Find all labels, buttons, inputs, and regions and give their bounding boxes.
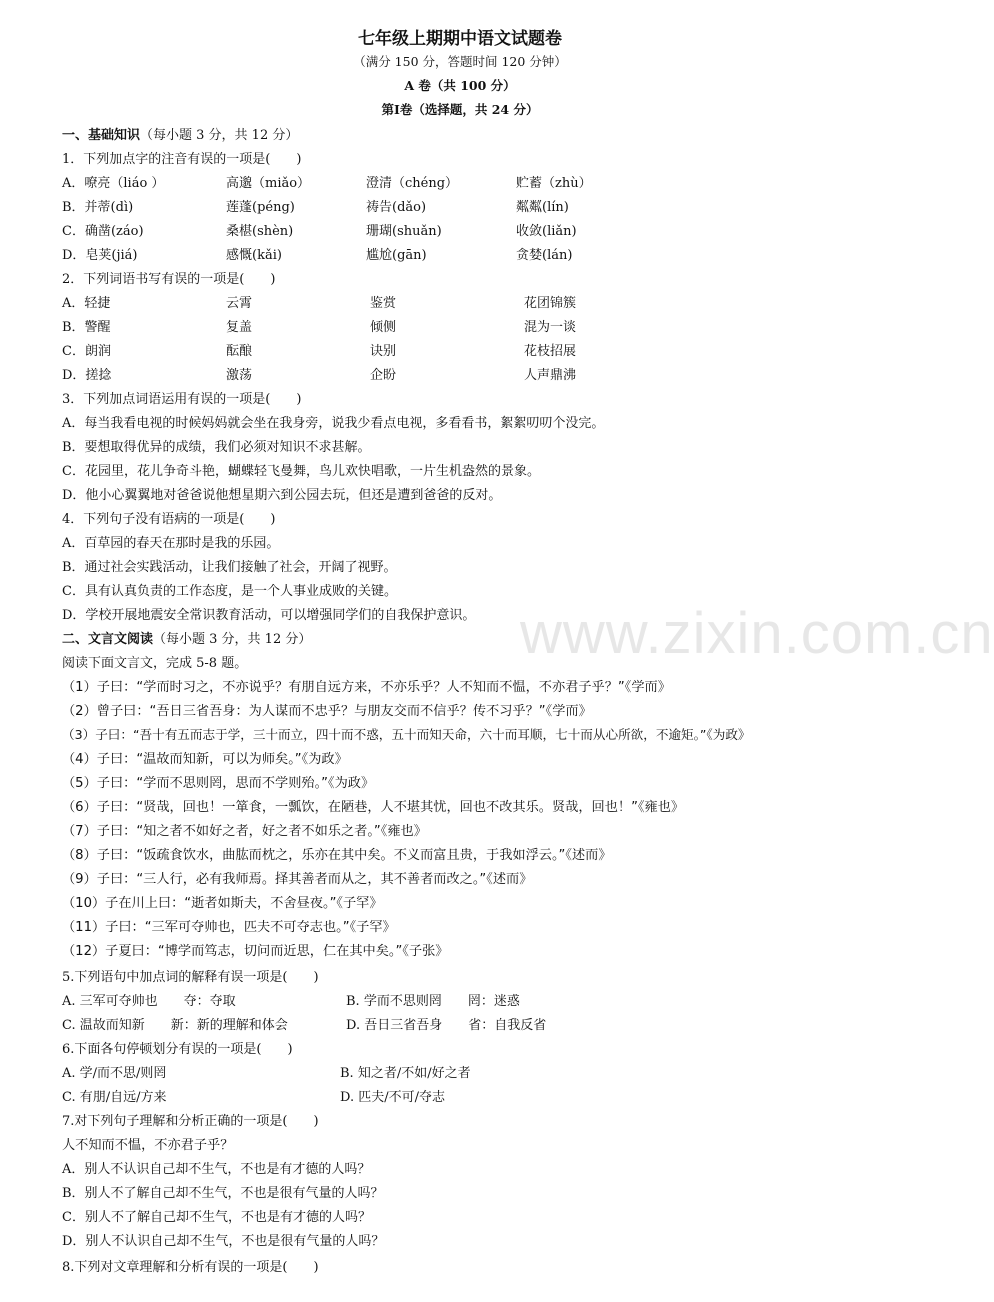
q2-option: C．朗润 xyxy=(62,344,111,359)
q5-stem: 5.下列语句中加点词的解释有误一项是( ) xyxy=(62,970,319,985)
q2-option: 激荡 xyxy=(226,368,253,383)
passage-line: （2）曾子曰：“吾日三省吾身：为人谋而不忠乎？与朋友交而不信乎？传不习乎？”《学而》 xyxy=(62,704,592,719)
q1-stem: 1．下列加点字的注音有误的一项是( ) xyxy=(62,152,302,167)
q7-option: A．别人不认识自己却不生气，不也是有才德的人吗？ xyxy=(62,1162,371,1177)
q2-option: 诀别 xyxy=(370,344,397,359)
passage-line: （7）子曰：“知之者不如好之者，好之者不如乐之者。”《雍也》 xyxy=(62,824,427,839)
q1-option: 祷告(dǎo) xyxy=(366,200,427,215)
q6-option: A. 学/而不思/则罔 xyxy=(62,1066,167,1081)
q1-option: 尴尬(gān) xyxy=(366,248,427,263)
q7-sentence: 人不知而不愠，不亦君子乎？ xyxy=(62,1138,234,1153)
passage-line: （4）子曰：“温故而知新，可以为师矣。”《为政》 xyxy=(62,752,348,767)
q2-option: 鉴赏 xyxy=(370,296,397,311)
q5-option: C. 温故而知新 新：新的理解和体会 xyxy=(62,1018,288,1033)
q1-option: D．皂荚(jiá) xyxy=(62,248,138,263)
q2-option: D．搓捻 xyxy=(62,368,112,383)
q1-option: 贮蓄（zhù） xyxy=(516,176,592,191)
q1-option: 桑椹(shèn) xyxy=(226,224,294,239)
q2-option: 花团锦簇 xyxy=(524,296,577,311)
section1-heading-rest: （每小题 3 分，共 12 分） xyxy=(140,128,299,143)
section2-heading-rest: （每小题 3 分，共 12 分） xyxy=(153,632,312,647)
q1-option: C．确凿(záo) xyxy=(62,224,144,239)
passage-line: （1）子曰：“学而时习之，不亦说乎？有朋自远方来，不亦乐乎？人不知而不愠，不亦君子乎？”《学而》 xyxy=(62,680,671,695)
q1-option: A．嘹亮（liáo ） xyxy=(62,176,165,191)
part1-text: 第Ⅰ卷（选择题，共 24 分） xyxy=(381,102,539,117)
q6-option: B. 知之者/不如/好之者 xyxy=(340,1066,471,1081)
q2-option: 酝酿 xyxy=(226,344,253,359)
section2-heading-bold: 二、文言文阅读 xyxy=(62,632,154,647)
q5-option: B. 学而不思则罔 罔：迷惑 xyxy=(346,994,520,1009)
watermark: www.zixin.com.cn xyxy=(520,601,994,666)
q4-option: A．百草园的春天在那时是我的乐园。 xyxy=(62,536,280,551)
q6-option: D. 匹夫/不可/夺志 xyxy=(340,1090,445,1105)
q7-stem: 7.对下列句子理解和分析正确的一项是( ) xyxy=(62,1114,319,1129)
q5-option: A. 三军可夺帅也 夺：夺取 xyxy=(62,994,236,1009)
q3-option: C．花园里，花儿争奇斗艳，蝴蝶轻飞曼舞，鸟儿欢快唱歌，一片生机盎然的景象。 xyxy=(62,464,540,479)
q1-option: 收敛(liǎn) xyxy=(516,224,577,239)
passage-line: （12）子夏曰：“博学而笃志，切问而近思，仁在其中矣。”《子张》 xyxy=(62,944,449,959)
q4-option: D．学校开展地震安全常识教育活动，可以增强同学们的自我保护意识。 xyxy=(62,608,476,623)
q2-option: 混为一谈 xyxy=(524,320,577,335)
passage-line: （10）子在川上曰：“逝者如斯夫，不舍昼夜。”《子罕》 xyxy=(62,896,383,911)
passage-line: （3）子曰：“吾十有五而志于学，三十而立，四十而不惑，五十而知天命，六十而耳顺，七十而从心所欲，不逾矩。”《为政》 xyxy=(62,727,751,742)
part1-label xyxy=(0,100,920,118)
page-title: 七年级上期期中语文试题卷 xyxy=(358,29,562,49)
q3-stem: 3．下列加点词语运用有误的一项是( ) xyxy=(62,392,302,407)
q1-option: 澄清（chéng） xyxy=(366,176,459,191)
section2-intro: 阅读下面文言文，完成 5-8 题。 xyxy=(62,656,248,671)
passage-line: （8）子曰：“饭疏食饮水，曲肱而枕之，乐亦在其中矣。不义而富且贵，于我如浮云。”《述而》 xyxy=(62,848,612,863)
q2-option: A．轻捷 xyxy=(62,296,111,311)
q2-option: B．警醒 xyxy=(62,320,111,335)
q1-option: 贪婪(lán) xyxy=(516,248,573,263)
passage-line: （6）子曰：“贤哉，回也！一箪食，一瓢饮，在陋巷，人不堪其忧，回也不改其乐。贤哉，回也！”《雍也》 xyxy=(62,800,685,815)
q1-option: 珊瑚(shuǎn) xyxy=(366,224,442,239)
q3-option: A．每当我看电视的时候妈妈就会坐在我身旁，说我少看点电视，多看看书，絮絮叨叨个没完。 xyxy=(62,416,605,431)
q1-option: 粼粼(lín) xyxy=(516,200,569,215)
q2-option: 花枝招展 xyxy=(524,344,577,359)
passage-line: （9）子曰：“三人行，必有我师焉。择其善者而从之，其不善者而改之。”《述而》 xyxy=(62,872,533,887)
q7-option: C．别人不了解自己却不生气，不也是有才德的人吗？ xyxy=(62,1210,371,1225)
q1-option: 感慨(kǎi) xyxy=(226,248,282,263)
section1-heading-bold: 一、基础知识 xyxy=(62,128,141,143)
q7-option: D．别人不认识自己却不生气，不也是很有气量的人吗？ xyxy=(62,1234,385,1249)
exam-subtitle: （满分 150 分，答题时间 120 分钟） xyxy=(353,54,567,69)
passage-line: （11）子曰：“三军可夺帅也，匹夫不可夺志也。”《子罕》 xyxy=(62,920,396,935)
q1-option: B．并蒂(dì) xyxy=(62,200,134,215)
q2-stem: 2．下列词语书写有误的一项是( ) xyxy=(62,272,276,287)
q4-option: B．通过社会实践活动，让我们接触了社会，开阔了视野。 xyxy=(62,560,397,575)
q1-option: 莲蓬(péng) xyxy=(226,200,295,215)
q4-option: C．具有认真负责的工作态度，是一个人事业成败的关键。 xyxy=(62,584,397,599)
q2-option: 倾侧 xyxy=(370,320,397,335)
q3-option: D．他小心翼翼地对爸爸说他想星期六到公园去玩，但还是遭到爸爸的反对。 xyxy=(62,488,502,503)
q2-option: 企盼 xyxy=(370,368,397,383)
q5-option: D. 吾日三省吾身 省：自我反省 xyxy=(346,1018,547,1033)
q8-stem: 8.下列对文章理解和分析有误的一项是( ) xyxy=(62,1260,319,1275)
q6-stem: 6.下面各句停顿划分有误的一项是( ) xyxy=(62,1042,293,1057)
passage-line: （5）子曰：“学而不思则罔，思而不学则殆。”《为政》 xyxy=(62,776,375,791)
q1-option: 高邈（miǎo） xyxy=(226,176,311,191)
q2-option: 人声鼎沸 xyxy=(524,368,577,383)
volume-a-label: A 卷（共 100 分） xyxy=(404,78,516,93)
section1-heading xyxy=(62,124,298,143)
q4-stem: 4．下列句子没有语病的一项是( ) xyxy=(62,512,276,527)
q2-option: 复盖 xyxy=(226,320,253,335)
q6-option: C. 有朋/自远/方来 xyxy=(62,1090,167,1105)
q2-option: 云霄 xyxy=(226,296,253,311)
q3-option: B．要想取得优异的成绩，我们必须对知识不求甚解。 xyxy=(62,440,371,455)
q7-option: B．别人不了解自己却不生气，不也是很有气量的人吗？ xyxy=(62,1186,384,1201)
section2-heading xyxy=(62,628,311,647)
